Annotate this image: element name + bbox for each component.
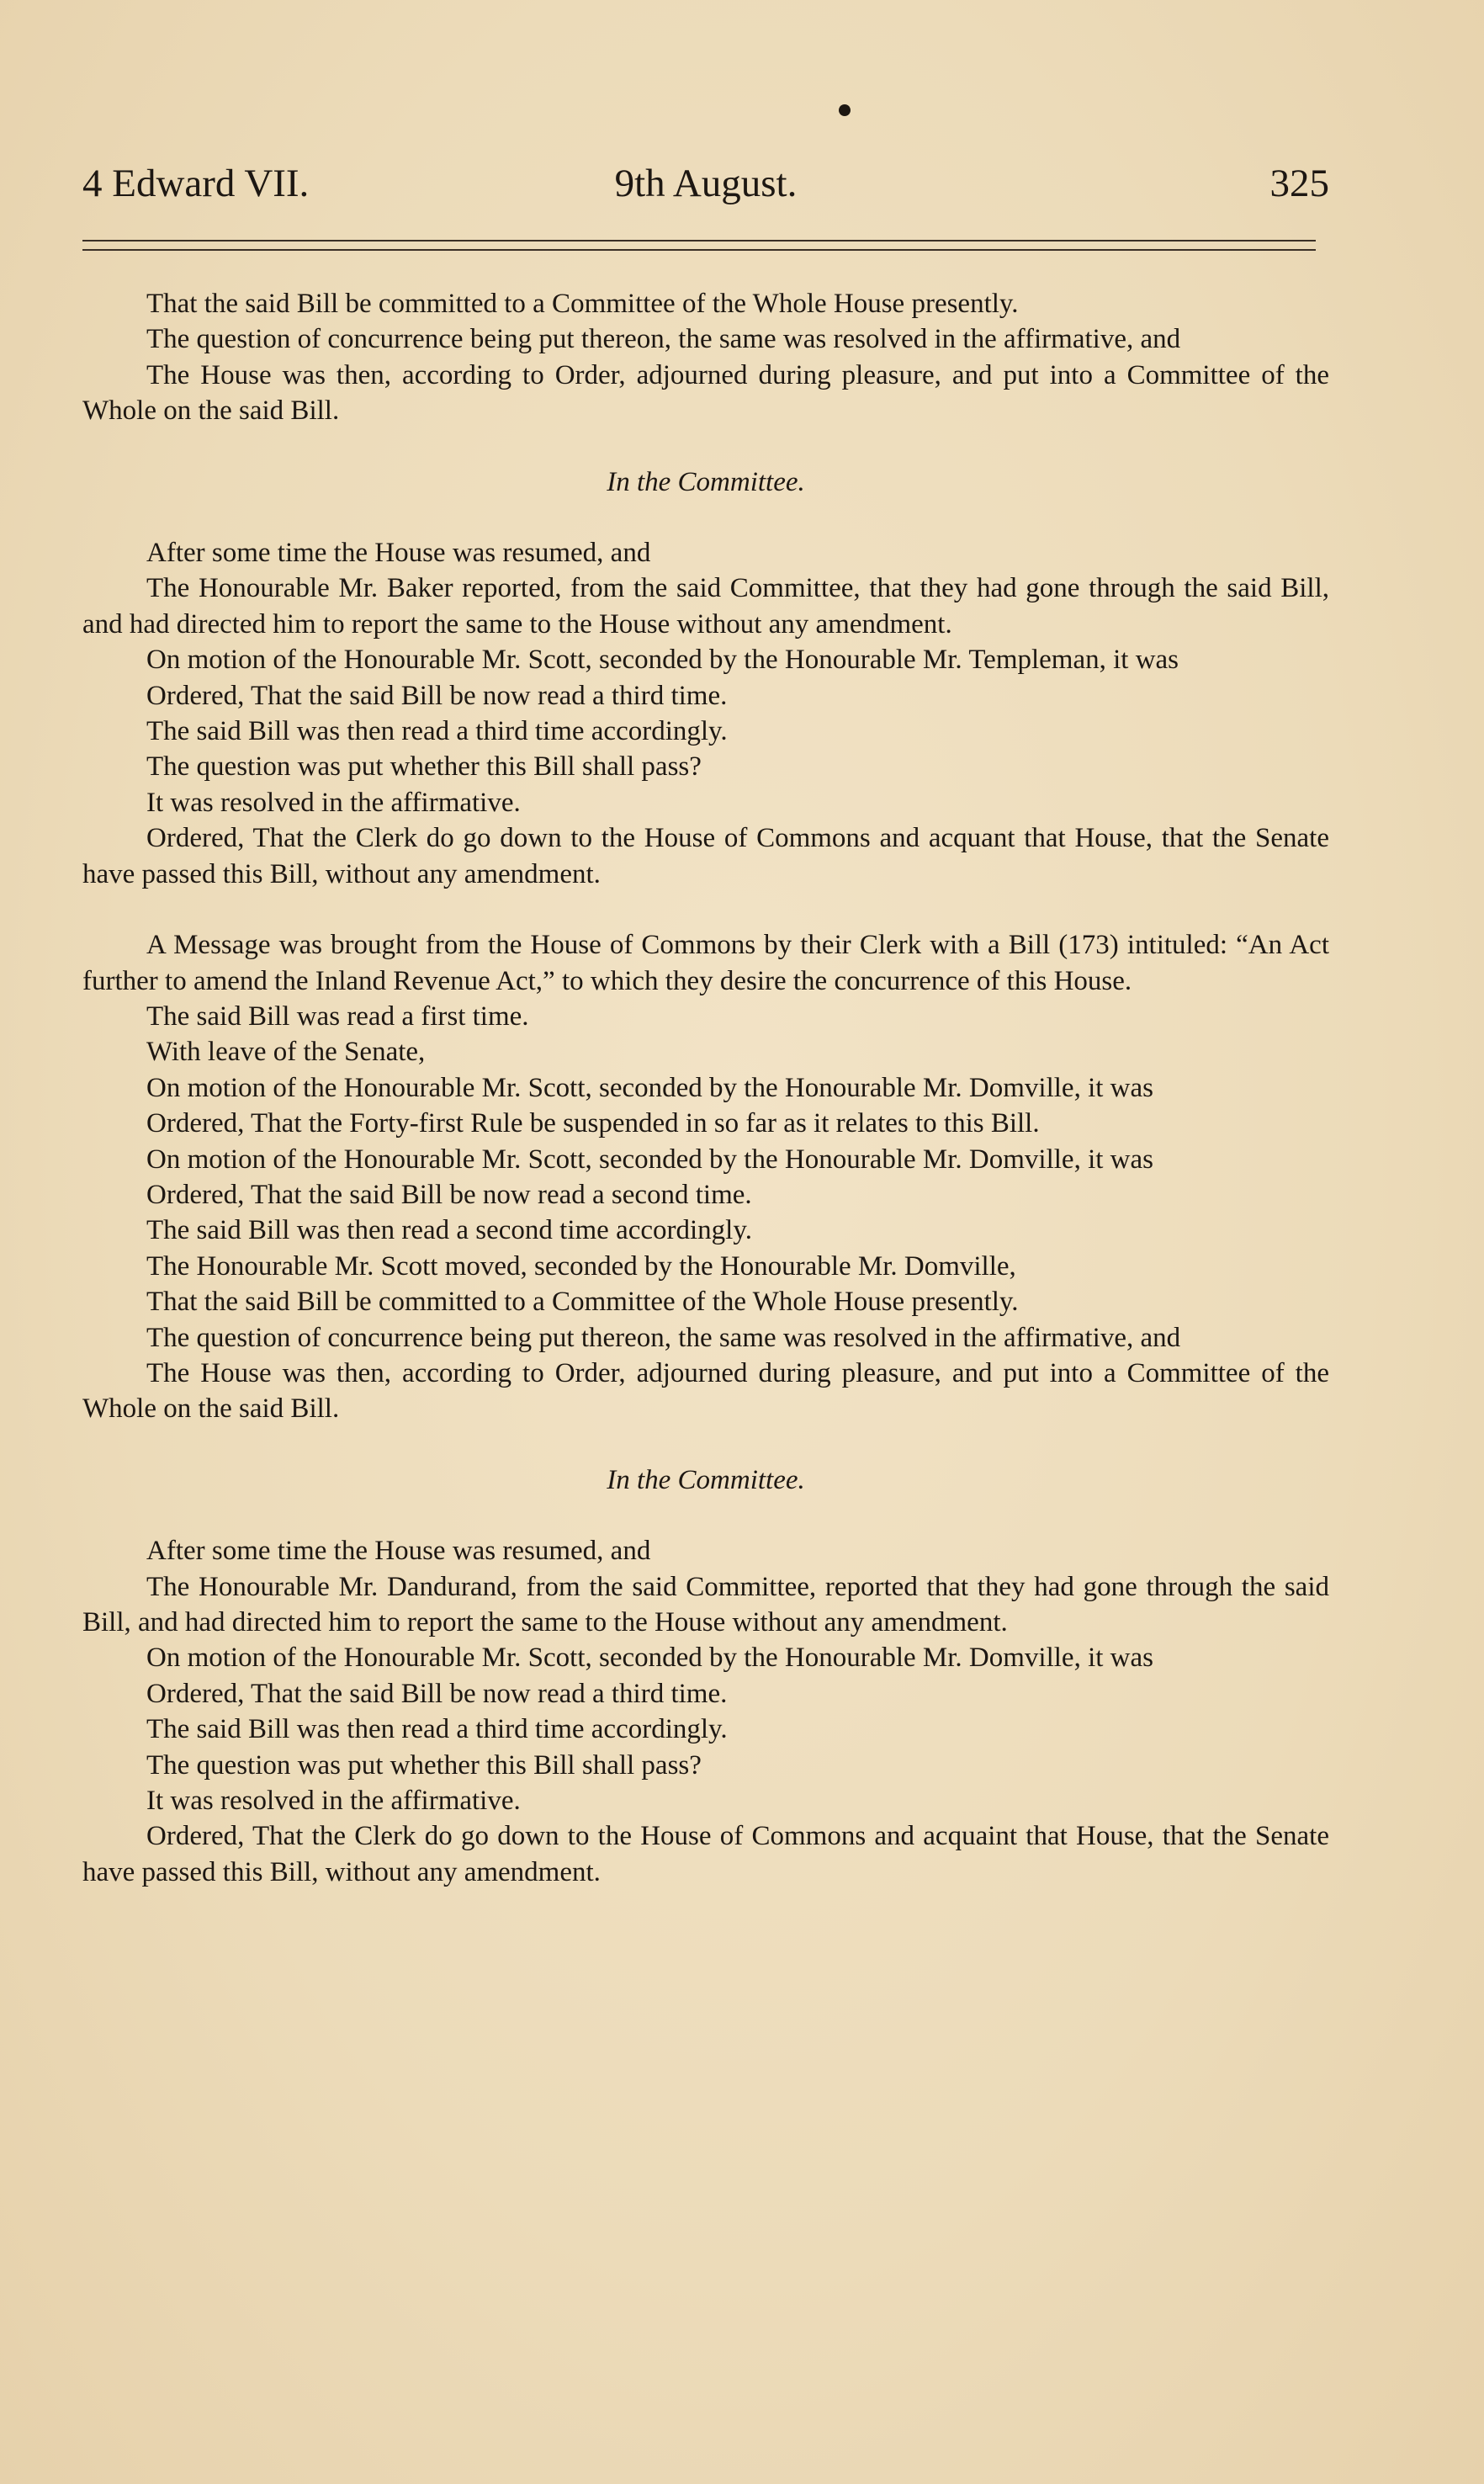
- paragraph: With leave of the Senate,: [146, 1037, 426, 1068]
- paragraph: That the said Bill be committed to a Committee of the Whole House presently.: [146, 289, 1019, 319]
- spacer: [82, 1498, 1329, 1533]
- spacer: [82, 892, 1329, 927]
- paragraph: The House was then, according to Order, adjourned during pleasure, and put into a Committee of the Whole on the said Bill.: [82, 359, 1329, 427]
- paragraph: The House was then, according to Order, adjourned during pleasure, and put into a Committee of the Whole on the said Bill.: [82, 1357, 1329, 1425]
- paragraph: After some time the House was resumed, and: [146, 538, 651, 569]
- paragraph: It was resolved in the affirmative.: [146, 787, 521, 818]
- paragraph: The question of concurrence being put thereon, the same was resolved in the affirmative, and: [146, 1322, 1181, 1353]
- header-rule-top: [82, 240, 1316, 242]
- paragraph: The question was put whether this Bill shall pass?: [146, 1749, 702, 1781]
- page-number: 325: [1269, 162, 1329, 205]
- paragraph: Ordered, That the said Bill be now read a third time.: [146, 680, 728, 711]
- header-regnal-year: 4 Edward VII.: [82, 162, 310, 205]
- paragraph: The Honourable Mr. Baker reported, from the said Committee, that they had gone through the said Bill, and had directed him to report the same to the House without any amendment.: [82, 573, 1329, 640]
- paragraph: The said Bill was then read a second time accordingly.: [146, 1215, 752, 1246]
- paragraph: That the said Bill be committed to a Committee of the Whole House presently.: [146, 1287, 1019, 1318]
- running-header: [82, 158, 1329, 209]
- paragraph: The question was put whether this Bill shall pass?: [146, 751, 702, 783]
- paragraph: On motion of the Honourable Mr. Scott, seconded by the Honourable Mr. Domville, it was: [146, 1643, 1153, 1674]
- paragraph: The said Bill was then read a third time accordingly.: [146, 716, 728, 747]
- paragraph: A Message was brought from the House of Commons by their Clerk with a Bill (173) intituled: “An Act further to amend the Inland Revenue Act,” to which they desire the concurrence of this House.: [82, 930, 1329, 996]
- paragraph: On motion of the Honourable Mr. Scott, seconded by the Honourable Mr. Templeman, it was: [146, 645, 1179, 676]
- spacer: [82, 500, 1329, 535]
- header-date: 9th August.: [614, 162, 798, 205]
- section-heading: In the Committee.: [607, 466, 805, 497]
- paragraph: Ordered, That the said Bill be now read a third time.: [146, 1678, 728, 1709]
- section-heading: In the Committee.: [607, 1464, 805, 1495]
- paragraph: The said Bill was then read a third time accordingly.: [146, 1714, 728, 1745]
- paragraph: On motion of the Honourable Mr. Scott, seconded by the Honourable Mr. Domville, it was: [146, 1072, 1153, 1103]
- paragraph: Ordered, That the said Bill be now read a second time.: [146, 1179, 752, 1210]
- journal-text: [82, 286, 1329, 1890]
- paragraph: Ordered, That the Clerk do go down to the House of Commons and acquaint that House, that the Senate have passed this Bill, without any amendment.: [82, 1821, 1329, 1887]
- paragraph: After some time the House was resumed, and: [146, 1536, 651, 1567]
- paragraph: The Honourable Mr. Scott moved, seconded by the Honourable Mr. Domville,: [146, 1250, 1016, 1282]
- header-rule-bottom: [82, 249, 1316, 251]
- paragraph: The Honourable Mr. Dandurand, from the said Committee, reported that they had gone through the said Bill, and had directed him to report the same to the House without any amendment.: [82, 1571, 1329, 1637]
- paragraph: The question of concurrence being put thereon, the same was resolved in the affirmative, and: [146, 324, 1181, 355]
- spacer: [82, 429, 1329, 464]
- spacer: [82, 1427, 1329, 1462]
- paragraph: Ordered, That the Forty-first Rule be suspended in so far as it relates to this Bill.: [146, 1108, 1040, 1139]
- paragraph: Ordered, That the Clerk do go down to the House of Commons and acquant that House, that the Senate have passed this Bill, without any amendment.: [82, 823, 1329, 889]
- paragraph: It was resolved in the affirmative.: [146, 1786, 521, 1817]
- paragraph: On motion of the Honourable Mr. Scott, seconded by the Honourable Mr. Domville, it was: [146, 1144, 1153, 1175]
- paragraph: The said Bill was read a first time.: [146, 1000, 529, 1032]
- ink-dot: [839, 104, 851, 116]
